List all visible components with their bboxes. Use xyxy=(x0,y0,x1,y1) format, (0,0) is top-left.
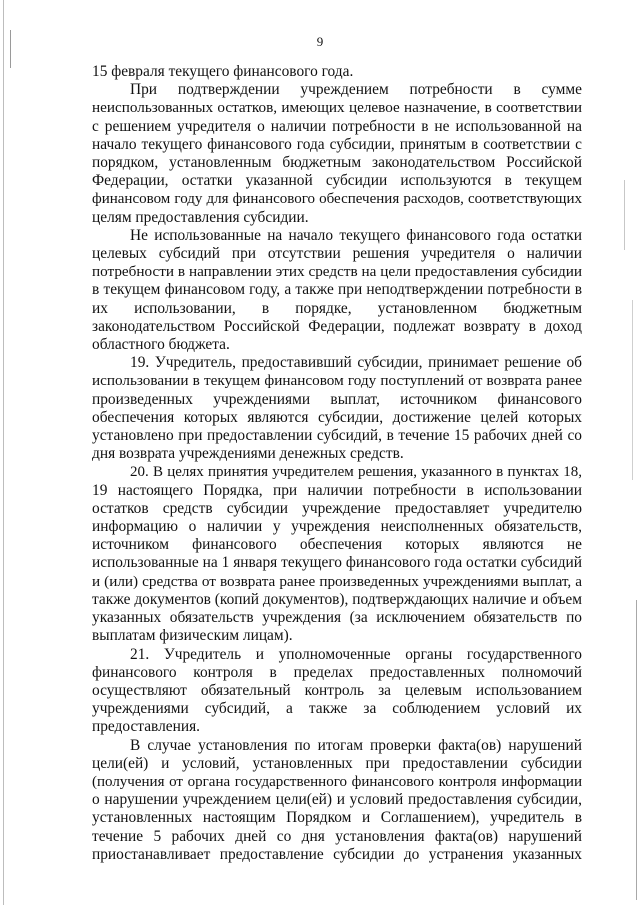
text-line: указанных обязательств учреждения (за исключением обязательств по xyxy=(92,609,582,627)
text-line: установлено при предоставлении субсидий, в течение 15 рабочих дней со xyxy=(92,427,582,445)
text-line: остатков средств субсидии учреждение предоставляет учредителю xyxy=(92,499,582,517)
text-line: установленных настоящим Порядком и Соглашением), учредитель в xyxy=(92,809,582,827)
text-line: выплатам физическим лицам). xyxy=(92,627,293,645)
text-line: финансовом году для финансового обеспечения расходов, соответствующих xyxy=(92,191,582,208)
text-line: дня возврата учреждениями денежных средств. xyxy=(92,445,404,463)
text-line: финансового контроля в пределах предоставленных полномочий xyxy=(92,663,582,681)
text-line: начало текущего финансового года субсидии, принятым в соответствии с xyxy=(92,135,582,153)
scan-edge-left xyxy=(3,0,4,905)
text-line: обеспечения которых являются субсидии, достижение целей которых xyxy=(92,408,582,426)
text-line: областного бюджета. xyxy=(92,336,230,354)
text-line: 21. Учредитель и уполномоченные органы государственного xyxy=(130,645,582,663)
text-line: потребности в направлении этих средств на цели предоставления субсидии xyxy=(92,263,582,281)
text-line: о нарушении учреждением цели(ей) и условий предоставления субсидии, xyxy=(92,791,582,809)
scan-edge-right-mark xyxy=(624,180,625,250)
text-line: их использовании, в порядке, установленном бюджетным xyxy=(92,299,582,317)
text-line: 20. В целях принятия учредителем решения, указанного в пунктах 18, xyxy=(130,464,582,481)
text-line: При подтверждении учреждением потребности в сумме xyxy=(130,81,582,99)
text-line: также документов (копий документов), подтверждающих наличие и объем xyxy=(92,590,582,608)
scan-edge-right-mark xyxy=(636,600,637,900)
text-line: произведенных учреждениями выплат, источником финансового xyxy=(92,390,582,408)
text-line: 19 настоящего Порядка, при наличии потребности в использовании xyxy=(92,481,582,499)
page-number: 9 xyxy=(316,34,324,49)
text-line: источником финансового обеспечения которых являются не xyxy=(92,536,582,554)
text-line: целевых субсидий при отсутствии решения учредителя о наличии xyxy=(92,245,582,263)
text-line: приостанавливает предоставление субсидии до устранения указанных xyxy=(92,845,582,863)
text-line: осуществляют обязательный контроль за целевым использованием xyxy=(92,681,582,699)
text-line: использовании в текущем финансовом году поступлений от возврата ранее xyxy=(92,372,582,390)
text-line: Федерации, остатки указанной субсидии используются в текущем xyxy=(92,172,582,190)
text-line: 15 февраля текущего финансового года. xyxy=(92,63,354,80)
text-line: порядком, установленным бюджетным законодательством Российской xyxy=(92,154,582,172)
text-line: учреждениями субсидий, а также за соблюдением условий их xyxy=(92,700,582,718)
scan-edge-right-mark xyxy=(632,300,633,480)
text-line: целям предоставления субсидии. xyxy=(92,208,309,226)
text-line: использованные на 1 января текущего финансового года остатки субсидий xyxy=(92,554,582,572)
text-line: неиспользованных остатков, имеющих целевое назначение, в соответствии xyxy=(92,99,582,117)
text-line: (получения от органа государственного финансового контроля информации xyxy=(92,773,582,790)
text-line: 19. Учредитель, предоставивший субсидии, принимает решение об xyxy=(130,354,582,372)
text-line: предоставления. xyxy=(92,718,201,736)
text-line: в текущем финансовом году, а также при неподтверждении потребности в xyxy=(92,281,582,299)
text-line: и (или) средства от возврата ранее произведенных учреждениями выплат, а xyxy=(92,572,582,590)
text-line: информацию о наличии у учреждения неисполненных обязательств, xyxy=(92,518,582,536)
document-body xyxy=(92,63,582,864)
text-line: цели(ей) и условий, установленных при предоставлении субсидии xyxy=(92,754,582,772)
text-line: законодательством Российской Федерации, подлежат возврату в доход xyxy=(92,317,582,335)
text-line: течение 5 рабочих дней со дня установления факта(ов) нарушений xyxy=(92,827,582,845)
text-line: Не использованные на начало текущего финансового года остатки xyxy=(130,226,582,244)
text-line: с решением учредителя о наличии потребности в не использованной на xyxy=(92,117,582,135)
text-line: В случае установления по итогам проверки факта(ов) нарушений xyxy=(130,736,582,754)
